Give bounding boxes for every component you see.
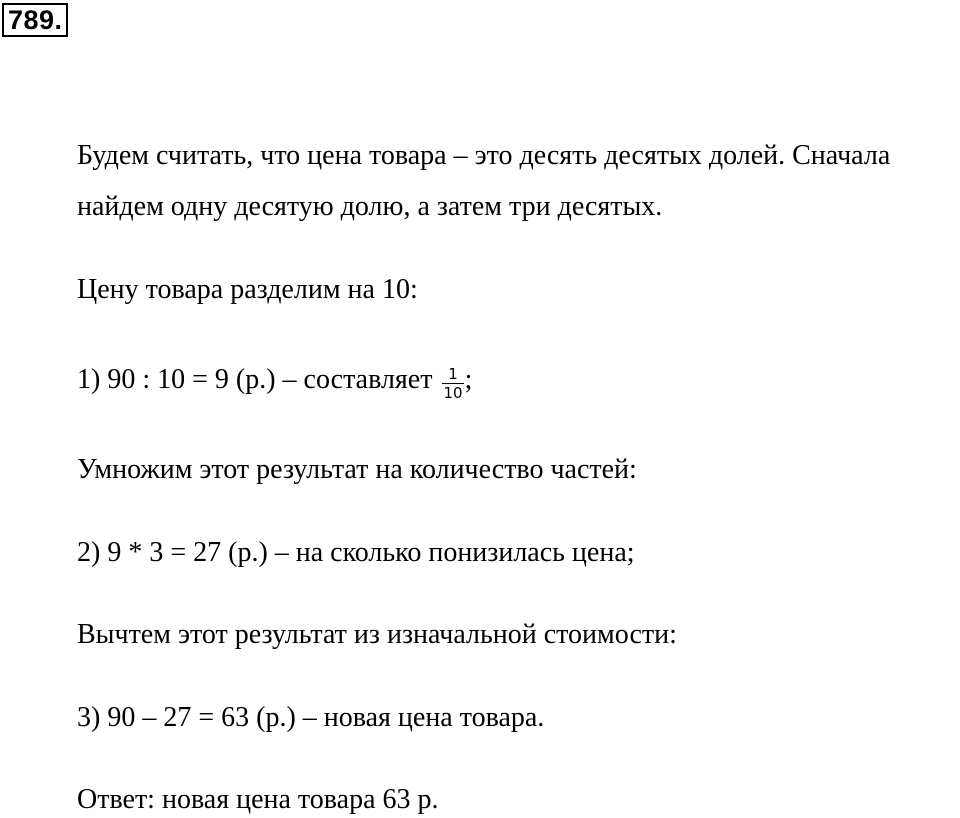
solution-line-4 <box>77 362 473 403</box>
solution-line-7: Вычтем этот результат из изначальной стоимости: <box>77 619 677 650</box>
fraction-one-tenth <box>442 365 463 402</box>
solution-line-1: Будем считать, что цена товара – это десять десятых долей. Сначала <box>77 140 891 171</box>
fraction-numerator: 1 <box>442 365 463 384</box>
solution-line-6: 2) 9 * 3 = 27 (р.) – на сколько понизилась цена; <box>77 537 635 568</box>
step-1-text: 1) 90 : 10 = 9 (р.) – составляет <box>77 364 440 395</box>
solution-line-5: Умножим этот результат на количество частей: <box>77 454 637 485</box>
solution-line-8: 3) 90 – 27 = 63 (р.) – новая цена товара. <box>77 702 545 733</box>
problem-number: 789. <box>2 3 68 37</box>
fraction-denominator: 10 <box>443 384 463 403</box>
step-1-tail: ; <box>464 364 473 395</box>
solution-line-2: найдем одну десятую долю, а затем три десятых. <box>77 191 663 222</box>
answer-line: Ответ: новая цена товара 63 р. <box>77 784 439 815</box>
solution-line-3: Цену товара разделим на 10: <box>77 274 418 305</box>
